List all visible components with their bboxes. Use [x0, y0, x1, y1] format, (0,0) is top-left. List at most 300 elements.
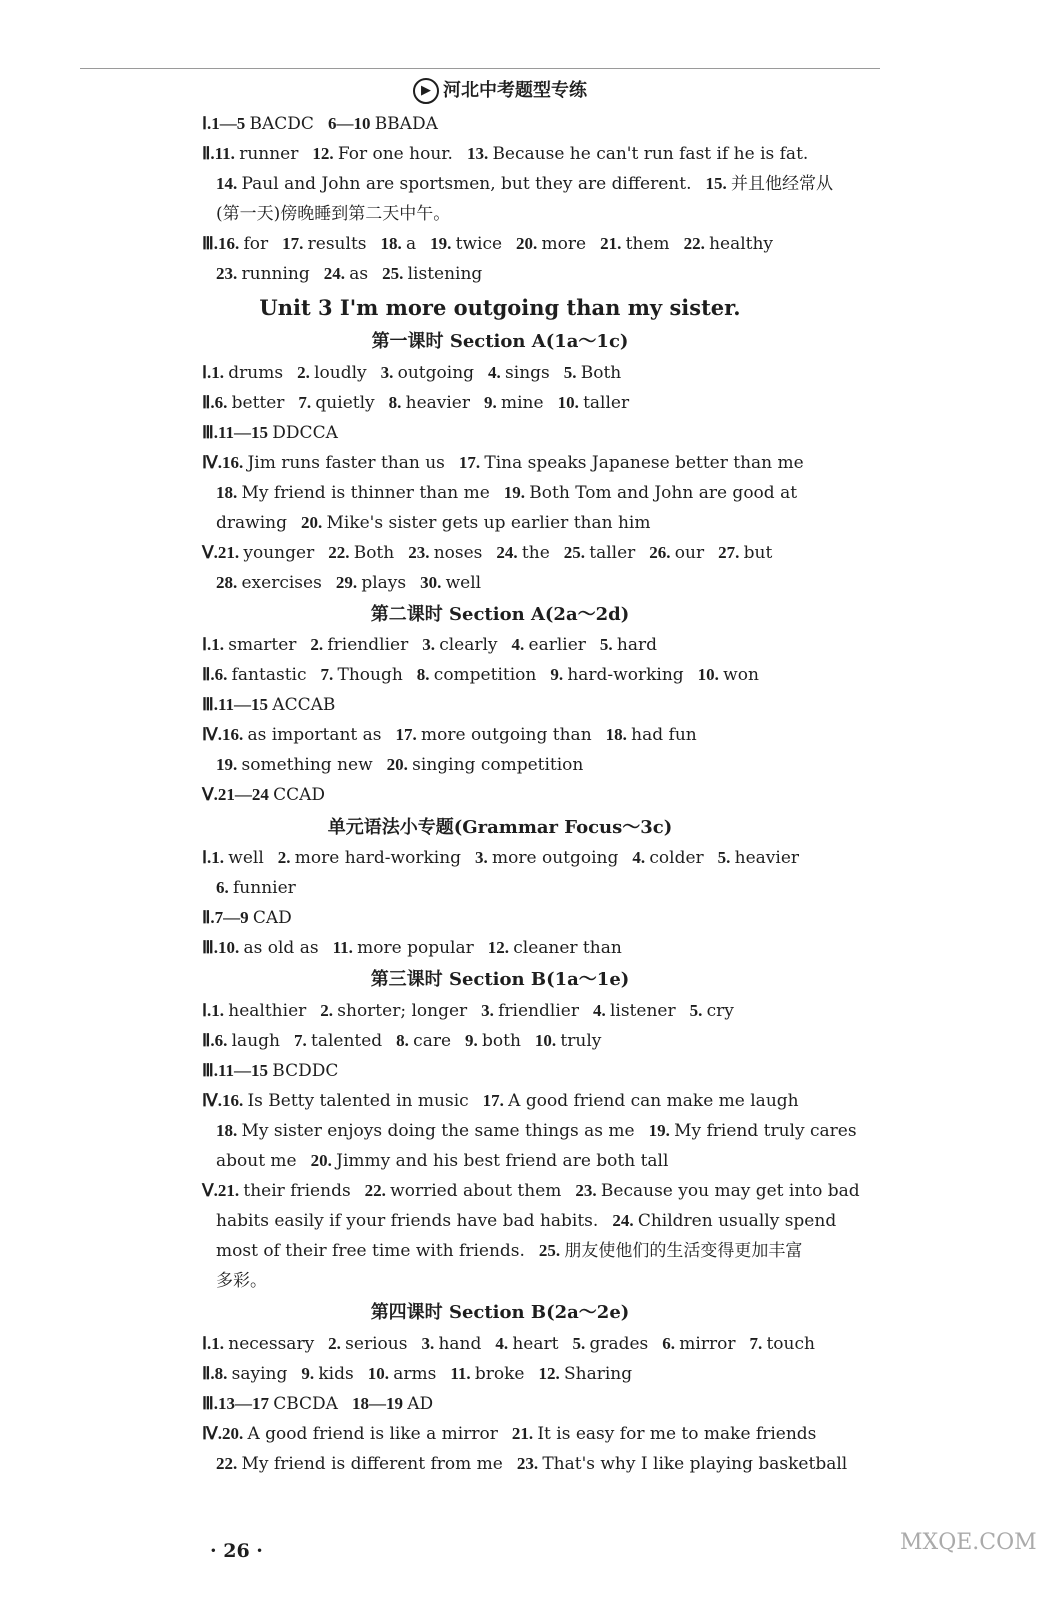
answer-line: [204, 233, 850, 255]
answer-item: [420, 573, 481, 593]
answer-item: [333, 938, 474, 958]
answer-text: Mike's sister gets up earlier than him: [326, 513, 651, 533]
answer-item: [504, 483, 797, 503]
answer-text: results: [307, 234, 367, 254]
answer-line: [216, 1270, 850, 1292]
answer-text: Is Betty talented in music: [247, 1091, 469, 1111]
question-number: 9.: [550, 665, 568, 684]
answer-item: [481, 1001, 579, 1021]
answer-text: Though: [337, 665, 403, 685]
question-group-label: Ⅲ.: [202, 938, 218, 957]
answer-item: [215, 1031, 280, 1051]
question-number: 29.: [335, 573, 362, 592]
answer-item: [512, 635, 586, 655]
answer-item: [298, 393, 374, 413]
question-number: 28.: [216, 573, 242, 592]
answer-text: the: [521, 543, 550, 563]
answer-text: them: [625, 234, 670, 254]
answer-item: [382, 264, 482, 284]
answer-text: exercises: [241, 573, 322, 593]
answer-line: [216, 1453, 850, 1475]
answer-text: smarter: [228, 635, 297, 655]
section-header-title: 河北中考题型专练: [443, 80, 587, 101]
answer-item: [539, 1241, 803, 1261]
answer-text: sings: [505, 363, 550, 383]
answer-item: [215, 908, 292, 928]
question-number: 2.: [277, 848, 295, 867]
question-number: 24.: [612, 1211, 638, 1230]
question-number: 7.: [293, 1031, 311, 1050]
answer-text: heavier: [734, 848, 800, 868]
answer-item: [218, 543, 314, 563]
answer-item: [218, 1181, 351, 1201]
answer-text: well: [228, 848, 264, 868]
answer-item: [422, 635, 497, 655]
answer-text: BCDDC: [272, 1061, 339, 1081]
answer-text: worried about them: [390, 1181, 562, 1201]
answer-text: CAD: [252, 908, 292, 928]
grammar-title: 单元语法小专题(Grammar Focus～3c): [327, 817, 673, 838]
question-number: 5.: [599, 635, 617, 654]
answer-text: something new: [241, 755, 373, 775]
answer-text: A good friend is like a mirror: [247, 1424, 498, 1444]
answer-item: [564, 363, 622, 383]
question-group-label: Ⅲ.: [202, 1061, 218, 1080]
answer-text: Because you may get into bad: [600, 1181, 860, 1201]
answer-item: [324, 264, 368, 284]
answer-text: Jimmy and his best friend are both tall: [336, 1151, 669, 1171]
question-number: 4.: [632, 848, 650, 867]
answer-item: [216, 1151, 297, 1171]
top-rule: [80, 68, 880, 69]
question-group-label: Ⅳ.: [202, 1091, 222, 1110]
question-number: 10.: [697, 665, 724, 684]
answer-line: [204, 1333, 850, 1355]
answer-line: [204, 362, 850, 384]
answer-item: [575, 1181, 859, 1201]
answer-item: [632, 848, 703, 868]
answer-text: plays: [361, 573, 407, 593]
question-number: 9.: [484, 393, 501, 412]
answer-line: [204, 1423, 850, 1445]
answer-text: Sharing: [564, 1364, 633, 1384]
answer-item: [483, 1091, 799, 1111]
question-number: 22.: [683, 234, 710, 253]
answer-text: fantastic: [231, 665, 307, 685]
answer-text: hand: [438, 1334, 482, 1354]
answer-item: [606, 725, 697, 745]
answer-item: [396, 1031, 451, 1051]
question-number: 6.: [214, 1031, 232, 1050]
question-number: 18.: [380, 234, 406, 253]
answer-item: [558, 393, 630, 413]
answer-line: [216, 512, 850, 534]
answer-line: [216, 1120, 857, 1142]
answer-line: [204, 1393, 850, 1415]
answer-text: BACDC: [249, 114, 314, 134]
answer-text: necessary: [228, 1334, 315, 1354]
answer-text: most of their free time with friends.: [216, 1241, 525, 1261]
answer-item: [211, 363, 283, 383]
question-number: 8.: [396, 1031, 414, 1050]
answer-text: My friend is different from me: [241, 1454, 503, 1474]
question-number: 7.: [320, 665, 338, 684]
answer-item: [215, 144, 299, 164]
answer-text: more hard-working: [294, 848, 462, 868]
answer-text: noses: [433, 543, 483, 563]
answer-item: [222, 1091, 469, 1111]
question-number: 20.: [221, 1424, 248, 1443]
question-number: 10.: [557, 393, 584, 412]
answer-text: A good friend can make me laugh: [508, 1091, 799, 1111]
answer-item: [600, 234, 669, 254]
answer-item: [215, 665, 307, 685]
question-number: 27.: [718, 543, 744, 562]
question-number: 18.: [216, 483, 242, 502]
question-number: 1.: [211, 848, 229, 867]
answer-text: kids: [318, 1364, 354, 1384]
answer-item: [294, 1031, 382, 1051]
question-number: 21.: [511, 1424, 538, 1443]
answer-text: heavier: [405, 393, 470, 413]
question-group-label: Ⅰ.: [202, 1334, 212, 1353]
question-number: 5.: [563, 363, 581, 382]
answer-text: (第一天)傍晚睡到第二天中午。: [216, 204, 451, 224]
question-number: 15.: [705, 174, 731, 193]
answer-text: outgoing: [397, 363, 475, 383]
answer-item: [488, 938, 622, 958]
question-number: 13.: [466, 144, 493, 163]
question-number: 11—15: [217, 1061, 273, 1080]
answer-line: [204, 1000, 850, 1022]
question-number: 3.: [380, 363, 398, 382]
answer-text: quietly: [315, 393, 375, 413]
answer-item: [215, 1364, 288, 1384]
answer-text: twice: [455, 234, 503, 254]
question-number: 11—15: [217, 423, 273, 442]
question-number: 19.: [430, 234, 456, 253]
answer-line: [204, 422, 850, 444]
question-number: 1—5: [211, 114, 250, 133]
answer-item: [218, 234, 268, 254]
answer-line: [204, 664, 850, 686]
answer-text: competition: [433, 665, 537, 685]
answer-item: [684, 234, 773, 254]
question-number: 26.: [649, 543, 675, 562]
answer-item: [450, 1364, 524, 1384]
answer-item: [312, 144, 453, 164]
question-number: 16.: [221, 453, 248, 472]
answer-item: [368, 1364, 437, 1384]
answer-item: [488, 363, 550, 383]
answer-item: [430, 234, 502, 254]
question-number: 17.: [482, 1091, 509, 1110]
question-group-label: Ⅳ.: [202, 1424, 222, 1443]
answer-item: [216, 878, 296, 898]
answer-text: drums: [228, 363, 284, 383]
answer-text: more: [541, 234, 587, 254]
question-number: 1.: [211, 1334, 229, 1353]
answer-text: singing competition: [412, 755, 584, 775]
answer-item: [222, 725, 382, 745]
answer-text: mirror: [679, 1334, 736, 1354]
answer-text: grades: [589, 1334, 649, 1354]
answer-text: clearly: [439, 635, 498, 655]
question-group-label: Ⅲ.: [202, 695, 218, 714]
answer-item: [408, 543, 482, 563]
answer-text: cry: [706, 1001, 734, 1021]
answer-text: heart: [512, 1334, 559, 1354]
answer-text: friendlier: [498, 1001, 579, 1021]
question-number: 12.: [538, 1364, 564, 1383]
question-number: 4.: [495, 1334, 513, 1353]
answer-item: [211, 635, 296, 655]
answer-item: [310, 635, 408, 655]
answer-line: [216, 1210, 850, 1232]
answer-item: [649, 1121, 857, 1141]
answer-line: [204, 113, 850, 135]
answer-line: [216, 754, 850, 776]
question-number: 2.: [328, 1334, 346, 1353]
question-number: 5.: [572, 1334, 590, 1353]
answer-line: [204, 143, 850, 165]
answer-item: [539, 1364, 633, 1384]
question-number: 6—10: [327, 114, 375, 133]
answer-text: both: [482, 1031, 521, 1051]
question-group-label: Ⅲ.: [202, 423, 218, 442]
answer-item: [218, 1061, 338, 1081]
question-number: 18.: [605, 725, 632, 744]
answer-line: [204, 634, 850, 656]
answer-text: care: [413, 1031, 452, 1051]
question-number: 21.: [217, 1181, 244, 1200]
question-number: 14.: [216, 174, 242, 193]
answer-text: their friends: [243, 1181, 351, 1201]
question-number: 17.: [282, 234, 308, 253]
question-number: 30.: [420, 573, 446, 592]
answer-text: My sister enjoys doing the same things as me: [241, 1121, 635, 1141]
answer-text: arms: [393, 1364, 437, 1384]
answer-text: listening: [407, 264, 483, 284]
question-group-label: Ⅱ.: [202, 1364, 215, 1383]
question-number: 3.: [422, 635, 440, 654]
answer-item: [216, 204, 450, 224]
question-number: 2.: [310, 635, 328, 654]
answer-text: a: [406, 234, 417, 254]
answer-item: [218, 785, 325, 805]
question-number: 21.: [600, 234, 626, 253]
answer-text: mine: [501, 393, 544, 413]
answer-text: AD: [407, 1394, 434, 1414]
answer-line: [216, 1150, 850, 1172]
question-number: 11.: [214, 144, 240, 163]
question-number: 24.: [496, 543, 522, 562]
answer-text: as: [349, 264, 369, 284]
question-number: 2.: [297, 363, 315, 382]
answer-text: Paul and John are sportsmen, but they are different.: [241, 174, 692, 194]
question-number: 1.: [211, 363, 229, 382]
question-group-label: Ⅱ.: [202, 908, 215, 927]
question-number: 2.: [320, 1001, 338, 1020]
answer-text: as important as: [247, 725, 382, 745]
answer-text: younger: [243, 543, 315, 563]
answer-item: [320, 665, 402, 685]
question-group-label: Ⅰ.: [202, 1001, 212, 1020]
question-number: 6.: [662, 1334, 680, 1353]
section-header: [0, 78, 1000, 104]
answer-text: Tina speaks Japanese better than me: [484, 453, 804, 473]
answer-item: [459, 453, 804, 473]
question-number: 21—24: [217, 785, 274, 804]
answer-text: That's why I like playing basketball: [542, 1454, 848, 1474]
question-number: 6.: [216, 878, 233, 897]
answer-text: well: [445, 573, 482, 593]
answer-item: [222, 1424, 498, 1444]
question-group-label: Ⅱ.: [202, 393, 215, 412]
answer-text: loudly: [314, 363, 367, 383]
question-number: 17.: [395, 725, 422, 744]
answer-text: 朋友使他们的生活变得更加丰富: [564, 1241, 803, 1261]
question-number: 24.: [323, 264, 350, 283]
answer-text: funnier: [233, 878, 296, 898]
question-number: 20.: [516, 234, 542, 253]
answer-item: [336, 573, 406, 593]
answer-item: [593, 1001, 676, 1021]
answer-item: [216, 573, 322, 593]
question-number: 19.: [648, 1121, 675, 1140]
answer-text: had fun: [631, 725, 697, 745]
question-number: 6.: [214, 665, 232, 684]
answer-item: [612, 1211, 836, 1231]
answer-text: taller: [583, 393, 630, 413]
question-group-label: Ⅱ.: [202, 665, 215, 684]
question-number: 18—19: [351, 1394, 408, 1413]
answer-line: [204, 784, 850, 806]
question-group-label: Ⅱ.: [202, 1031, 215, 1050]
answer-line: [216, 482, 850, 504]
lesson2-title: 第二课时 Section A(2a～2d): [370, 604, 630, 625]
question-number: 25.: [563, 543, 590, 562]
question-number: 25.: [538, 1241, 565, 1260]
question-number: 12.: [487, 938, 514, 957]
answer-item: [496, 543, 549, 563]
answer-item: [328, 543, 394, 563]
question-number: 11.: [450, 1364, 475, 1383]
question-number: 23.: [516, 1454, 543, 1473]
answer-text: Children usually spend: [637, 1211, 837, 1231]
answer-item: [516, 234, 586, 254]
question-number: 21.: [217, 543, 244, 562]
answer-text: CBCDA: [273, 1394, 338, 1414]
question-number: 22.: [328, 543, 354, 562]
answer-item: [535, 1031, 601, 1051]
answer-text: laugh: [231, 1031, 280, 1051]
answer-item: [495, 1334, 558, 1354]
answer-text: My friend truly cares: [674, 1121, 857, 1141]
answer-text: ACCAB: [272, 695, 336, 715]
answer-text: It is easy for me to make friends: [537, 1424, 817, 1444]
answer-text: Because he can't run fast if he is fat.: [492, 144, 809, 164]
answer-text: runner: [239, 144, 299, 164]
answer-item: [278, 848, 461, 868]
answer-item: [517, 1454, 847, 1474]
answer-line: [204, 1030, 850, 1052]
answer-item: [387, 755, 584, 775]
answer-item: [216, 1271, 267, 1291]
answer-item: [381, 234, 417, 254]
answer-item: [328, 114, 438, 134]
answer-item: [216, 1121, 635, 1141]
answer-item: [381, 363, 474, 383]
answer-item: [216, 755, 373, 775]
answer-item: [417, 665, 537, 685]
answer-item: [216, 264, 310, 284]
answer-text: habits easily if your friends have bad habits.: [216, 1211, 599, 1231]
answer-item: [662, 1334, 735, 1354]
answer-text: earlier: [528, 635, 586, 655]
question-number: 3.: [421, 1334, 439, 1353]
answer-text: more outgoing: [492, 848, 619, 868]
answer-line: [216, 263, 850, 285]
question-number: 7—9: [214, 908, 253, 927]
answer-item: [475, 848, 618, 868]
question-group-label: Ⅰ.: [202, 114, 212, 133]
answer-item: [718, 848, 799, 868]
question-number: 20.: [300, 513, 327, 532]
answer-item: [550, 665, 683, 685]
question-number: 10.: [534, 1031, 561, 1050]
question-number: 18.: [216, 1121, 242, 1140]
answer-item: [320, 1001, 467, 1021]
answer-item: [311, 1151, 669, 1171]
answer-line: [216, 173, 850, 195]
answer-item: [301, 513, 651, 533]
answer-text: colder: [649, 848, 704, 868]
question-number: 9.: [301, 1364, 319, 1383]
question-group-label: Ⅰ.: [202, 635, 212, 654]
answer-text: hard: [616, 635, 658, 655]
question-number: 1.: [211, 635, 229, 654]
question-number: 1.: [211, 1001, 229, 1020]
answer-text: about me: [216, 1151, 297, 1171]
question-number: 22.: [216, 1454, 242, 1473]
answer-item: [718, 543, 772, 563]
question-number: 4.: [488, 363, 506, 382]
answer-line: [204, 1090, 850, 1112]
question-group-label: Ⅴ.: [202, 785, 218, 804]
lesson4-title: 第四课时 Section B(2a～2e): [370, 1302, 630, 1323]
answer-item: [421, 1334, 481, 1354]
lesson3-title: 第三课时 Section B(1a～1e): [370, 969, 630, 990]
lesson1-title: 第一课时 Section A(1a～1c): [371, 331, 629, 352]
answer-item: [218, 938, 319, 958]
play-circle-icon: ▶: [413, 78, 439, 104]
question-number: 8.: [416, 665, 434, 684]
answer-text: more outgoing than: [421, 725, 592, 745]
question-number: 6.: [214, 393, 232, 412]
answer-item: [572, 1334, 648, 1354]
answer-line: [202, 1180, 860, 1202]
answer-item: [215, 393, 285, 413]
answer-line: [216, 572, 850, 594]
answer-item: [600, 635, 657, 655]
question-number: 5.: [717, 848, 735, 867]
question-number: 7.: [298, 393, 316, 412]
answer-line: [216, 877, 850, 899]
answer-line: [204, 724, 850, 746]
question-number: 3.: [475, 848, 493, 867]
answer-item: [352, 1394, 433, 1414]
